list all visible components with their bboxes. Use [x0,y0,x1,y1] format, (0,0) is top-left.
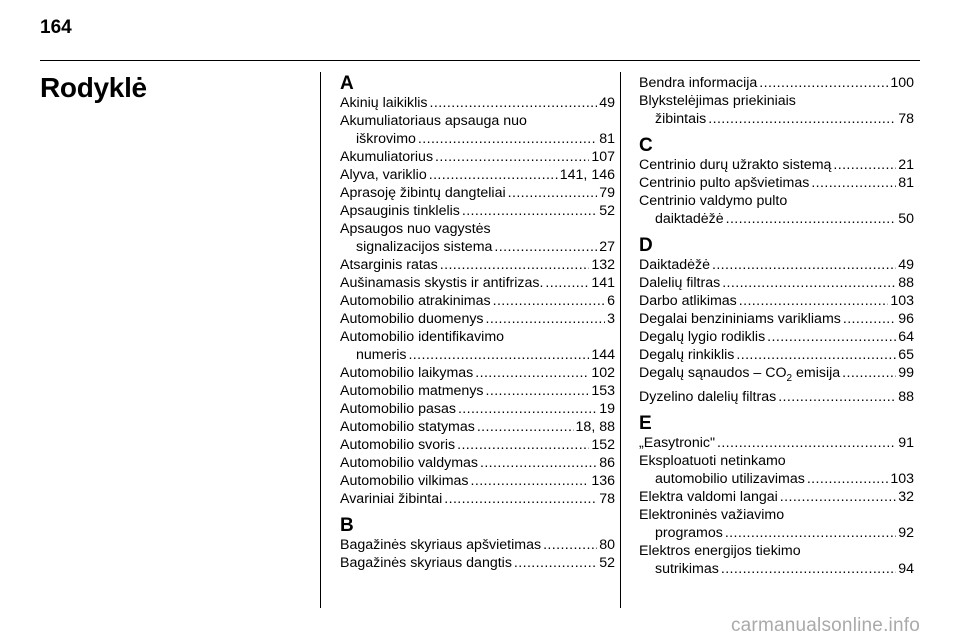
dot-leader [471,472,590,490]
entry-text: „Easytronic" [639,434,715,451]
index-entry [639,74,914,92]
section-letter: B [340,515,354,536]
entry-text-part: Degalų sąnaudos – CO [639,365,787,381]
entry-text: Elektroninės važiavimo [639,506,785,523]
entry-text: Dyzelino dalelių filtras [639,388,777,405]
index-entry [639,174,914,192]
index-entry [639,434,914,452]
index-section [639,236,914,406]
index-entry [340,184,615,202]
dot-leader [759,74,888,92]
entry-page-ref: 141, 146 [559,167,615,183]
entry-text: Automobilio atrakinimas [340,293,491,309]
entry-text: Degalų rinkiklis [639,347,735,363]
entry-text: Elektra valdomi langai [639,488,778,505]
index-column-1 [340,74,615,572]
entry-page-ref: 32 [898,488,914,505]
index-entry [340,382,615,400]
entry-text-continued: programos [655,524,723,541]
index-entry [639,328,914,346]
dot-leader [480,454,597,472]
dot-leader [807,470,889,488]
entry-text: Centrinio durų užrakto sistemą [639,157,832,173]
index-entry [639,364,914,388]
entry-text: Automobilio valdymas [340,455,478,471]
entry-page-ref: 136 [591,473,615,489]
index-entry [340,536,615,554]
dot-leader [429,166,558,184]
index-entry [639,560,914,578]
index-entry [639,388,914,406]
watermark-text: carmanualsonline.info [730,615,920,636]
index-entry [639,524,914,542]
entry-text: Bagažinės skyriaus dangtis [340,555,512,571]
dot-leader [494,238,597,256]
entry-text: Apsauginis tinklelis [340,203,460,219]
entry-text: Dalelių filtras [639,275,721,291]
dot-leader [475,364,589,382]
index-entry [340,256,615,274]
index-entry [340,490,615,508]
entry-page-ref: 52 [599,555,615,571]
dot-leader [708,110,896,128]
dot-leader [739,292,889,310]
dot-leader [725,524,896,542]
index-entry [639,110,914,128]
index-entry [340,346,615,364]
dot-leader [780,488,896,506]
entry-page-ref: 96 [898,311,914,327]
index-title: Rodyklė [40,72,147,103]
index-section [639,136,914,228]
dot-leader [444,490,597,508]
dot-leader [722,274,896,292]
dot-leader [462,202,597,220]
entry-text: Alyva, variklio [340,167,427,183]
entry-page-ref: 103 [890,470,914,487]
dot-leader [833,156,896,174]
entry-page-ref: 92 [898,524,914,541]
index-entry [340,364,615,382]
entry-text [639,364,840,388]
dot-leader [458,400,597,418]
entry-text: Elektros energijos tiekimo [639,542,801,559]
entry-subscript: 2 [786,372,793,384]
entry-text: Degalai benzininiams varikliams [639,311,841,327]
entry-text: Automobilio statymas [340,419,475,435]
entry-text-continued: sutrikimas [655,560,719,577]
index-entry [340,292,615,310]
entry-text-continued: iškrovimo [356,131,416,147]
entry-page-ref: 94 [898,560,914,577]
entry-text: Blykstelėjimas priekiniais [639,93,796,109]
entry-text: Akumuliatoriaus apsauga nuo [340,113,527,129]
header-rule [40,60,920,61]
entry-text: Atsarginis ratas [340,257,438,273]
section-letter: C [639,135,653,156]
index-entry [340,400,615,418]
entry-text: Bagažinės skyriaus apšvietimas [340,537,542,553]
entry-page-ref: 100 [890,75,914,91]
entry-page-ref: 91 [898,434,914,451]
entry-text: Automobilio laikymas [340,365,474,381]
index-entry [340,274,615,292]
column-divider-left [320,72,321,608]
entry-page-ref: 79 [599,185,615,201]
entry-page-ref: 88 [898,388,914,405]
dot-leader [493,292,605,310]
index-entry [340,130,615,148]
index-entry [639,256,914,274]
entry-page-ref: 86 [599,455,615,471]
entry-page-ref: 144 [591,347,615,363]
entry-text: Apsaugos nuo vagystės [340,221,491,237]
dot-leader [486,310,606,328]
index-entry [340,166,615,184]
entry-text: Automobilio identifikavimo [340,329,505,345]
entry-page-ref: 27 [599,239,615,255]
entry-text: Automobilio matmenys [340,383,484,399]
index-entry [340,310,615,328]
entry-page-ref: 88 [898,275,914,291]
index-entry [340,202,615,220]
entry-page-ref: 65 [898,347,914,363]
entry-page-ref: 49 [599,95,615,111]
index-section [639,74,914,128]
index-section [340,74,615,508]
entry-text-continued: automobilio utilizavimas [655,470,805,487]
dot-leader [543,536,597,554]
index-entry [340,554,615,572]
entry-page-ref: 80 [599,537,615,553]
index-entry [340,472,615,490]
entry-page-ref: 152 [591,437,615,453]
index-entry [340,436,615,454]
entry-page-ref: 81 [898,175,914,191]
dot-leader [440,256,590,274]
entry-page-ref: 81 [599,131,615,147]
entry-page-ref: 107 [591,149,615,165]
entry-text: Aušinamasis skystis ir antifrizas. [340,275,544,291]
section-letter: A [340,73,354,94]
index-entry [340,454,615,472]
dot-leader [842,364,896,382]
index-entry [639,156,914,174]
entry-page-ref: 141 [591,275,615,291]
dot-leader [712,256,896,274]
entry-page-ref: 99 [898,365,914,381]
entry-text: Aprasoję žibintų dangteliai [340,185,506,201]
entry-text: Automobilio duomenys [340,311,484,327]
dot-leader [430,94,598,112]
dot-leader [721,560,896,578]
section-letter: E [639,412,652,434]
entry-page-ref: 18, 88 [575,419,615,435]
index-entry [639,210,914,228]
entry-text-continued: numeris [356,347,407,363]
entry-text-part: emisija [792,365,841,381]
dot-leader [736,346,896,364]
entry-text: Centrinio valdymo pulto [639,193,788,209]
index-entry [639,274,914,292]
index-entry [639,292,914,310]
entry-text: Daiktadėžė [639,257,710,273]
entry-text-continued: daiktadėžė [655,211,724,227]
dot-leader [717,434,896,452]
entry-page-ref: 6 [607,293,615,309]
index-entry [340,418,615,436]
dot-leader [843,310,896,328]
index-section [639,414,914,578]
index-entry [340,238,615,256]
entry-page-ref: 78 [898,111,914,127]
entry-page-ref: 132 [591,257,615,273]
entry-page-ref: 19 [599,401,615,417]
entry-text: Darbo atlikimas [639,293,737,309]
page-number: 164 [40,17,72,38]
entry-text-continued: žibintais [655,111,707,127]
dot-leader [418,130,597,148]
dot-leader [778,388,896,406]
entry-text: Bendra informacija [639,75,758,91]
index-column-2 [639,74,914,578]
entry-text: Akumuliatorius [340,149,434,165]
entry-page-ref: 102 [591,365,615,381]
entry-text-continued: signalizacijos sistema [356,239,493,255]
entry-text: Eksploatuoti netinkamo [639,452,786,469]
dot-leader [726,210,897,228]
section-letter: D [639,235,653,256]
dot-leader [508,184,598,202]
entry-text: Avariniai žibintai [340,491,443,507]
entry-page-ref: 64 [898,329,914,345]
dot-leader [408,346,589,364]
entry-page-ref: 21 [898,157,914,173]
entry-text: Automobilio vilkimas [340,473,469,489]
dot-leader [477,418,574,436]
index-entry [639,470,914,488]
entry-text: Centrinio pulto apšvietimas [639,175,810,191]
dot-leader [486,382,590,400]
entry-page-ref: 49 [898,257,914,273]
dot-leader [435,148,589,166]
index-entry [639,310,914,328]
entry-text: Akinių laikiklis [340,95,428,111]
entry-text: Degalų lygio rodiklis [639,329,766,345]
dot-leader [457,436,589,454]
dot-leader [811,174,896,192]
entry-page-ref: 153 [591,383,615,399]
entry-text: Automobilio pasas [340,401,456,417]
entry-page-ref: 50 [898,211,914,227]
entry-text: Automobilio svoris [340,437,456,453]
entry-page-ref: 3 [607,311,615,327]
entry-page-ref: 52 [599,203,615,219]
index-entry [639,346,914,364]
index-entry [639,488,914,506]
index-section [340,516,615,572]
dot-leader [545,274,589,292]
dot-leader [514,554,597,572]
index-entry [340,94,615,112]
index-entry [340,148,615,166]
column-divider-right [620,72,621,608]
entry-page-ref: 78 [599,491,615,507]
dot-leader [767,328,896,346]
entry-page-ref: 103 [890,293,914,309]
